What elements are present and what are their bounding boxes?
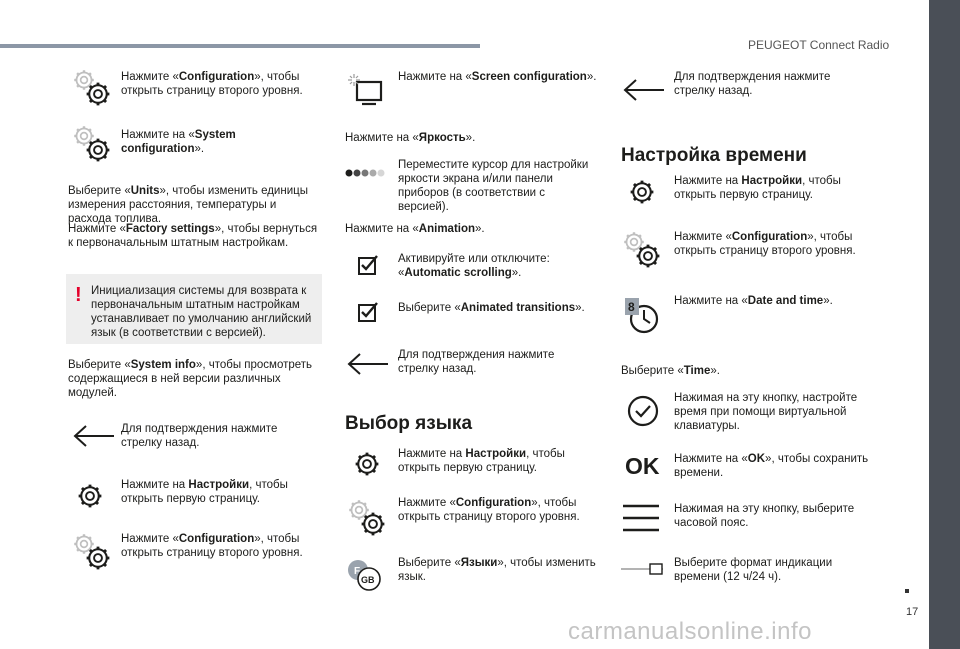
step-languages: Выберите «Языки», чтобы изменить язык. — [398, 557, 596, 583]
step-move-cursor: Переместите курсор для настройки яркости экрана и/или панели приборов (в соответствии с версией). — [398, 159, 589, 213]
step-configuration: Нажмите «Configuration», чтобы открыть страницу второго уровня. — [121, 71, 303, 97]
clock-icon — [622, 297, 662, 335]
page-number: 17 — [906, 606, 919, 618]
step-settings-2: Нажмите на Настройки, чтобы открыть первую страницу. — [398, 448, 565, 474]
step-animated-transitions: Выберите «Animated transitions». — [398, 302, 585, 314]
gear-icon — [76, 482, 104, 510]
step-time: Выберите «Time». — [621, 365, 720, 377]
double-gear-icon — [72, 124, 112, 164]
warning-note — [66, 274, 322, 344]
step-settings-3: Нажмите на Настройки, чтобы открыть первую страницу. — [674, 175, 841, 201]
step-brightness: Нажмите на «Яркость». — [345, 132, 476, 144]
gear-icon — [353, 450, 381, 478]
step-confirm-back: Для подтверждения нажмите стрелку назад. — [121, 423, 278, 449]
step-auto-scrolling: Активируйте или отключите: «Automatic scrolling». — [398, 253, 550, 279]
step-screen-configuration: Нажмите на «Screen configuration». — [398, 71, 597, 83]
step-configuration-2: Нажмите «Configuration», чтобы открыть страницу второго уровня. — [121, 533, 303, 559]
clock-badge-label: 8 — [628, 300, 635, 314]
screen-brightness-icon — [346, 72, 386, 108]
step-animation: Нажмите на «Animation». — [345, 223, 485, 235]
ok-icon: OK — [625, 453, 660, 479]
step-factory-settings: Нажмите «Factory settings», чтобы вернуться к первоначальным штатным настройкам. — [68, 223, 318, 249]
page-bullet — [905, 589, 909, 593]
watermark: carmanualsonline.info — [568, 618, 812, 645]
heading-language: Выбор языка — [345, 413, 473, 434]
step-settings: Нажмите на Настройки, чтобы открыть первую страницу. — [121, 479, 288, 505]
double-gear-icon — [72, 532, 112, 572]
step-ok: Нажмите на «OK», чтобы сохранить времени. — [674, 453, 869, 479]
step-confirm-back-3: Для подтверждения нажмите стрелку назад. — [674, 71, 831, 97]
flag-f-label: F — [354, 566, 361, 577]
step-system-configuration: Нажмите на «System configuration». — [121, 129, 236, 155]
check-circle-icon — [626, 394, 660, 428]
checkbox-icon — [356, 300, 380, 324]
language-flags-icon — [346, 558, 384, 592]
step-time-format: Выберите формат индикации времени (12 ч/24 ч). — [674, 557, 833, 583]
gear-icon — [628, 178, 656, 206]
step-date-time: Нажмите на «Date and time». — [674, 295, 833, 307]
step-configuration-4: Нажмите «Configuration», чтобы открыть страницу второго уровня. — [674, 231, 856, 257]
back-arrow-icon — [622, 78, 666, 102]
step-units: Выберите «Units», чтобы изменить единицы измерения расстояния, температуры и расхода топлива. — [68, 185, 308, 225]
page-header: PEUGEOT Connect Radio — [748, 38, 890, 52]
step-set-time-keyboard: Нажимая на эту кнопку, настройте время при помощи виртуальной клавиатуры. — [674, 392, 858, 432]
back-arrow-icon — [346, 352, 390, 376]
top-rule — [0, 44, 480, 48]
checkbox-icon — [356, 253, 380, 277]
step-configuration-3: Нажмите «Configuration», чтобы открыть страницу второго уровня. — [398, 497, 580, 523]
double-gear-icon — [347, 498, 387, 538]
warning-note-text: Инициализация системы для возврата к первоначальным штатным настройкам устанавливает по умолчанию английский язык (в соответствии с версией). — [91, 285, 312, 339]
heading-time-setting: Настройка времени — [621, 145, 807, 166]
double-gear-icon — [622, 230, 662, 270]
slider-icon — [620, 563, 664, 575]
flag-gb-label: GB — [361, 575, 375, 585]
back-arrow-icon — [72, 424, 116, 448]
step-confirm-back-2: Для подтверждения нажмите стрелку назад. — [398, 349, 555, 375]
menu-lines-icon — [622, 503, 660, 533]
step-system-info: Выберите «System info», чтобы просмотреть содержащиеся в ней версии различных модулей. — [68, 359, 313, 399]
side-tab — [929, 0, 960, 649]
brightness-dots-icon — [345, 168, 389, 178]
warning-icon: ! — [75, 284, 82, 306]
double-gear-icon — [72, 68, 112, 108]
step-timezone: Нажимая на эту кнопку, выберите часовой пояс. — [674, 503, 855, 529]
